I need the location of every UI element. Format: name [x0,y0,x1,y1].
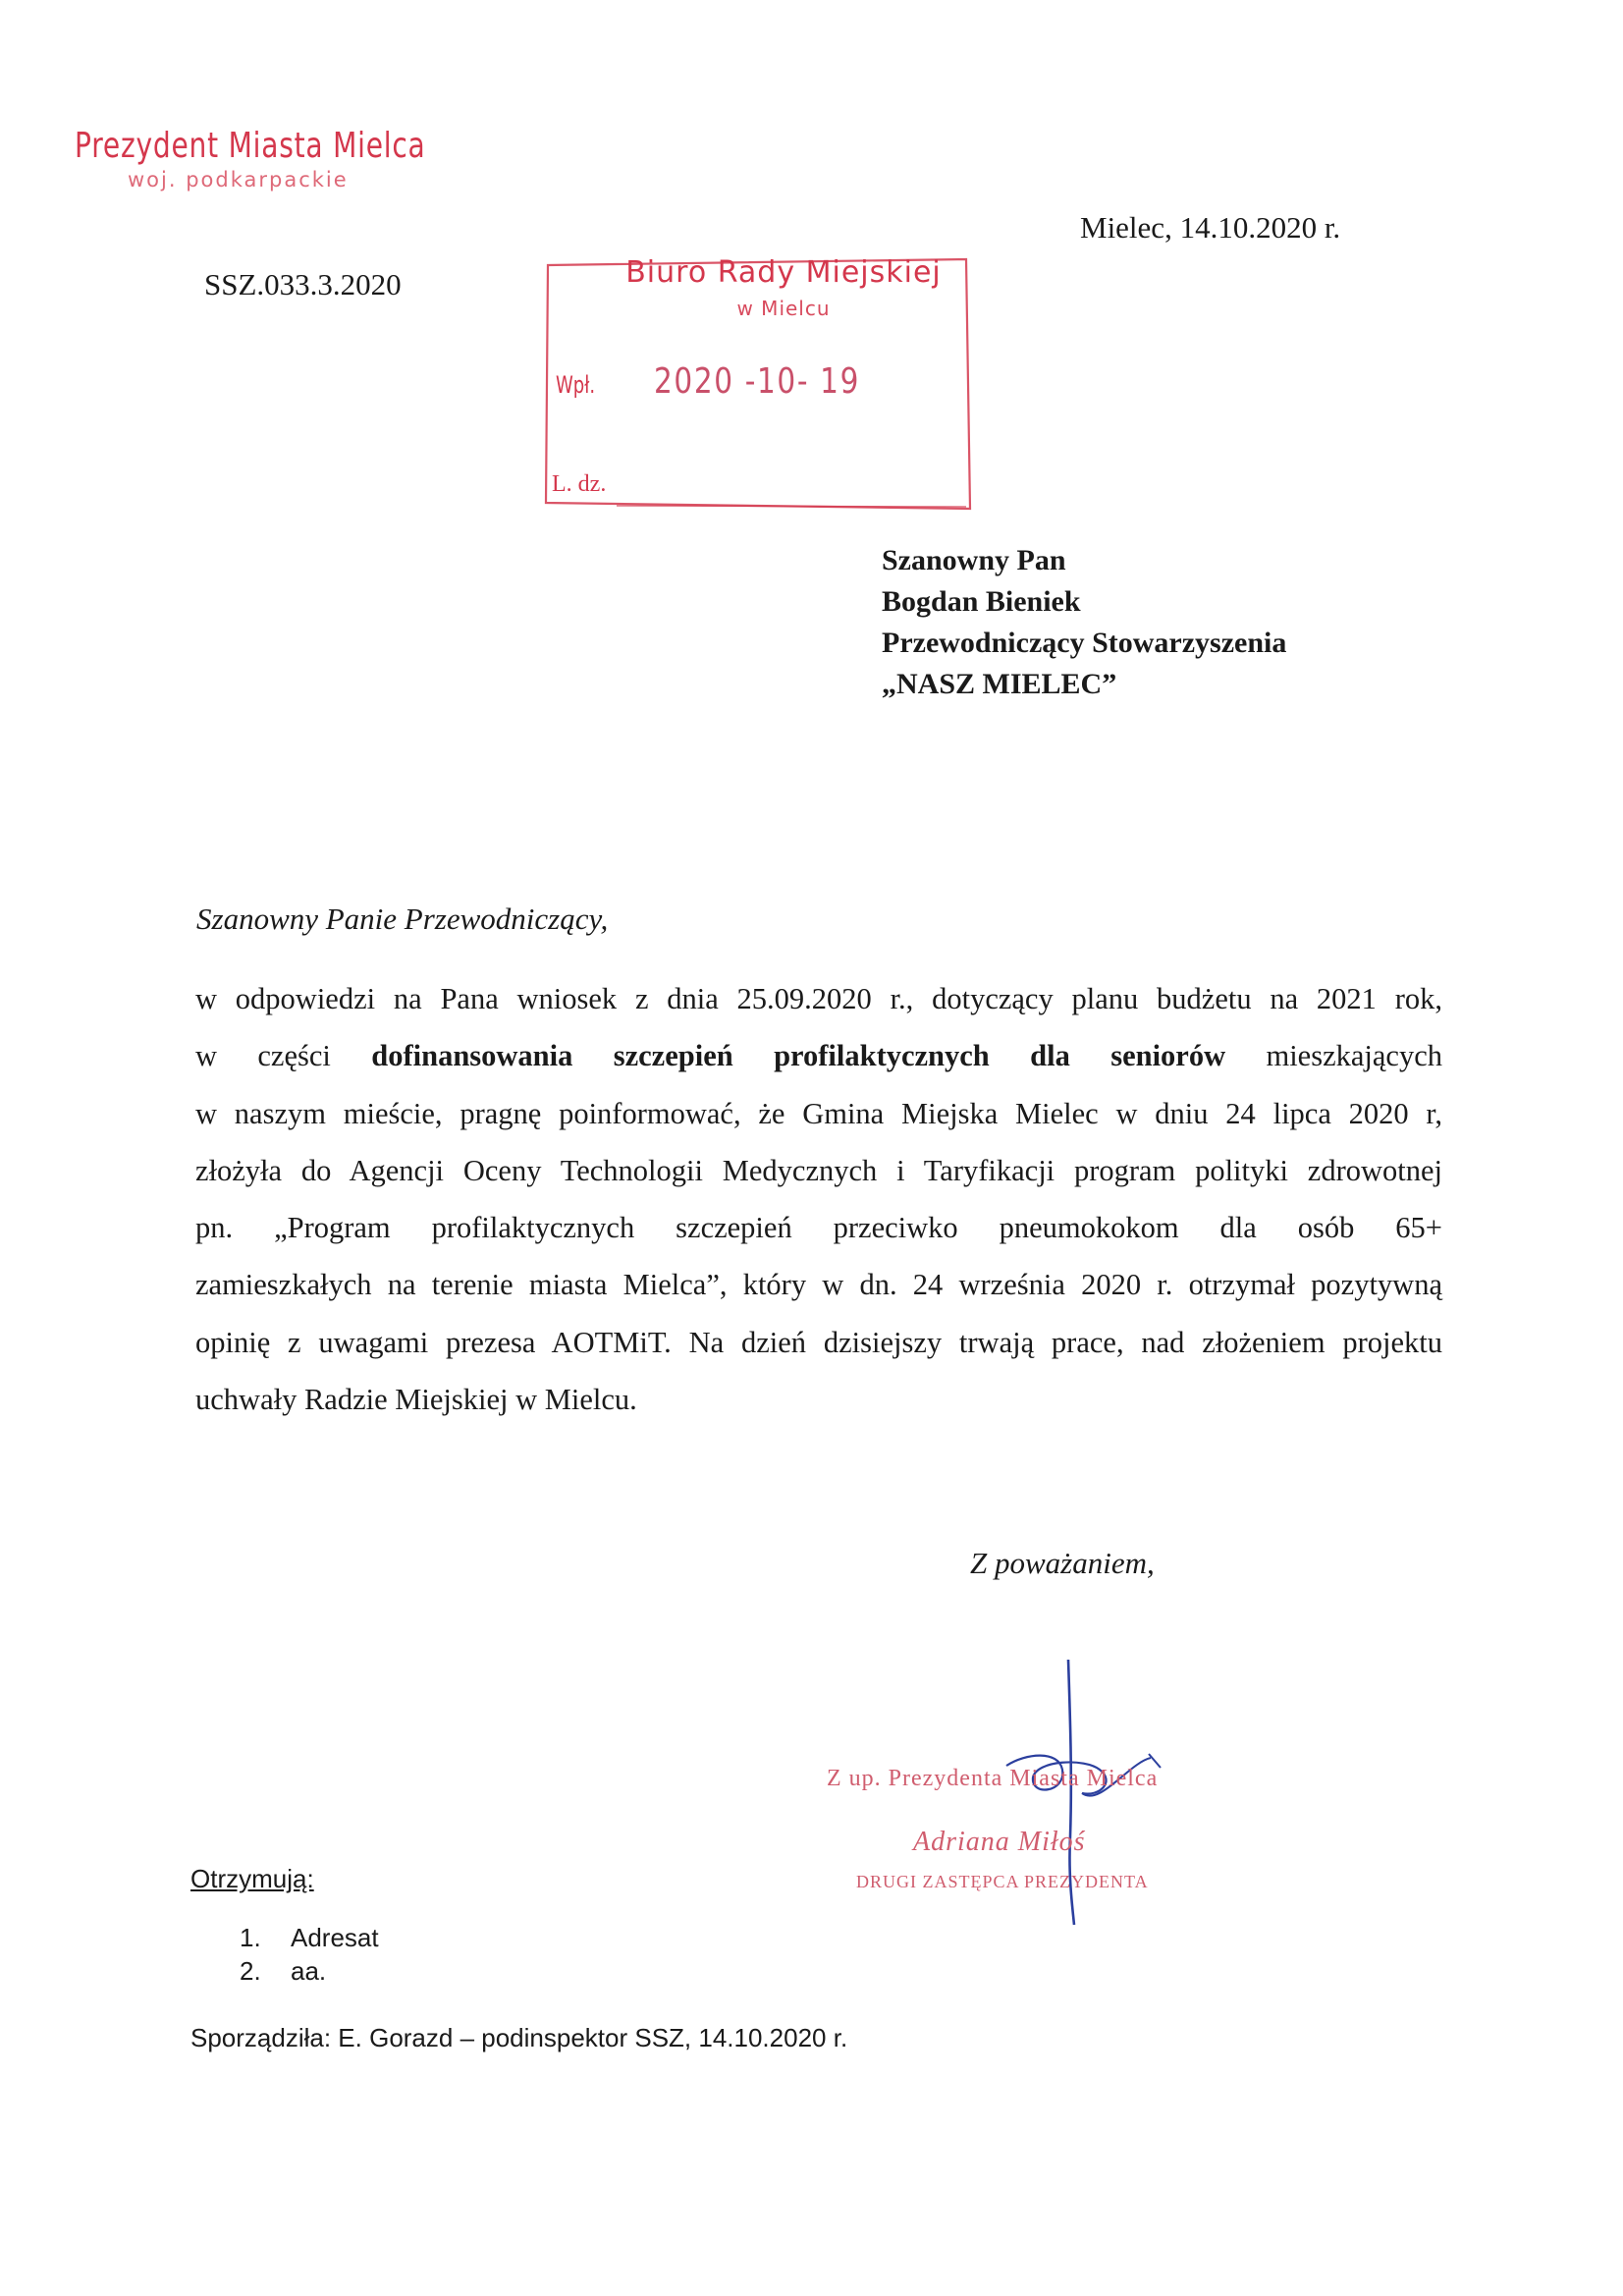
body-line: złożyła do Agencji Oceny Technologii Medycznych i Taryfikacji program polityki zdrowotnej [195,1153,1442,1187]
registry-stamp-subtitle: w Mielcu [736,297,831,320]
registry-stamp [538,246,978,520]
list-item [240,1921,379,1954]
letter-date: Mielec, 14.10.2020 r. [1080,210,1341,245]
addressee-name: Bogdan Bieniek [882,585,1081,618]
body-line: opinię z uwagami prezesa AOTMiT. Na dzień dzisiejszy trwają prace, nad złożeniem projektu [195,1325,1442,1359]
organization-header [75,126,524,191]
body-line: zamieszkałych na terenie miasta Mielca”, który w dn. 24 września 2020 r. otrzymał pozytywną [195,1268,1442,1302]
list-item [240,1954,379,1988]
body-text-fragment: w części [195,1039,372,1073]
recipients-list [240,1921,379,1988]
prepared-by: Sporządziła: E. Gorazd – podinspektor SSZ, 14.10.2020 r. [190,2023,848,2052]
addressee-block [882,540,1286,705]
addressee-line: Szanowny Pan [882,544,1066,576]
list-item-number: 2. [240,1956,261,1986]
closing: Z poważaniem, [970,1546,1155,1580]
body-line: w naszym mieście, pragnę poinformować, że Gmina Miejska Mielec w dniu 24 lipca 2020 r, [195,1096,1442,1130]
body-emphasis: dofinansowania szczepień profilaktycznych dla seniorów [371,1039,1226,1073]
body-line: uchwały Radzie Miejskiej w Mielcu. [195,1383,637,1417]
registry-stamp-title: Biuro Rady Miejskiej [625,255,942,290]
recipients-heading: Otrzymują: [190,1864,314,1893]
salutation: Szanowny Panie Przewodniczący, [196,902,609,936]
signature-authority-line: Z up. Prezydenta Miasta Mielca [827,1766,1159,1791]
list-item-label: aa. [291,1956,327,1986]
signatory-name: Adriana Miłoś [913,1827,1086,1857]
list-item-number: 1. [240,1923,261,1952]
registry-received-label: Wpł. [556,371,596,399]
signatory-title: DRUGI ZASTĘPCA PREZYDENTA [856,1872,1149,1891]
body-line [195,1027,1442,1084]
organization-region: woj. podkarpackie [128,168,349,191]
handwritten-signature [805,1660,1217,1935]
body-line: pn. „Program profilaktycznych szczepień przeciwko pneumokokom dla osób 65+ [195,1211,1442,1245]
organization-name: Prezydent Miasta Mielca [75,126,426,166]
reference-number: SSZ.033.3.2020 [204,267,402,301]
addressee-title: Przewodniczący Stowarzyszenia [882,627,1287,659]
body-line: w odpowiedzi na Pana wniosek z dnia 25.09.2020 r., dotyczący planu budżetu na 2021 rok, [195,982,1442,1015]
registry-entry-label: L. dz. [552,471,607,497]
body-text-fragment: mieszkających [1225,1039,1442,1073]
registry-received-date: 2020 -10- 19 [654,361,861,402]
list-item-label: Adresat [291,1923,379,1952]
addressee-organization: „NASZ MIELEC” [882,668,1117,700]
signature-stamp [805,1660,1217,1935]
letter-body [195,970,1442,1428]
